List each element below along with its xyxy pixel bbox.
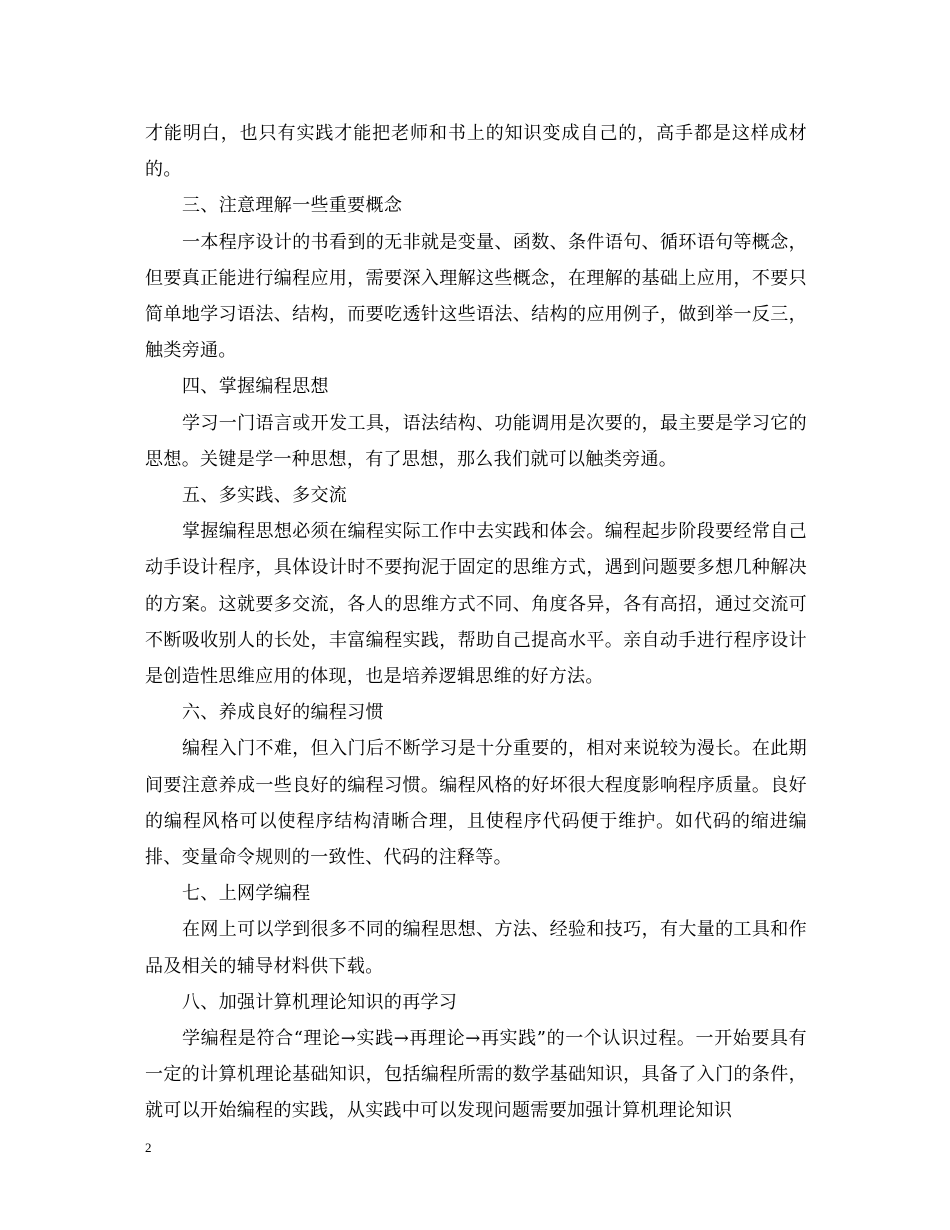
page-number: 2 (145, 1140, 152, 1155)
section-heading-4: 四、掌握编程思想 (182, 376, 329, 398)
paragraph-concepts: 一本程序设计的书看到的无非就是变量、函数、条件语句、循环语句等概念，但要真正能进行编程应用，需要深入理解这些概念，在理解的基础上应用，不要只简单地学习语法、结构，而要吃透针这些语法、结构的应用例子，做到举一反三，触类旁通。 (145, 231, 807, 362)
paragraph-thinking: 学习一门语言或开发工具，语法结构、功能调用是次要的，最主要是学习它的思想。关键是学一种思想，有了思想，那么我们就可以触类旁通。 (145, 412, 807, 470)
section-heading-7: 七、上网学编程 (182, 883, 311, 905)
paragraph-habits: 编程入门不难，但入门后不断学习是十分重要的，相对来说较为漫长。在此期间要注意养成一些良好的编程习惯。编程风格的好坏很大程度影响程序质量。良好的编程风格可以使程序结构清晰合理，且使程序代码便于维护。如代码的缩进编排、变量命令规则的一致性、代码的注释等。 (145, 738, 807, 869)
section-heading-3: 三、注意理解一些重要概念 (182, 195, 403, 217)
paragraph-online: 在网上可以学到很多不同的编程思想、方法、经验和技巧，有大量的工具和作品及相关的辅导材料供下载。 (145, 919, 807, 977)
paragraph-practice: 掌握编程思想必须在编程实际工作中去实践和体会。编程起步阶段要经常自己动手设计程序，具体设计时不要拘泥于固定的思维方式，遇到问题要多想几种解决的方案。这就要多交流，各人的思维方式不同、角度各异，各有高招，通过交流可不断吸收别人的长处，丰富编程实践，帮助自己提高水平。亲自动手进行程序设计是创造性思维应用的体现，也是培养逻辑思维的好方法。 (145, 521, 807, 688)
paragraph-theory: 学编程是符合“理论→实践→再理论→再实践”的一个认识过程。一开始要具有一定的计算机理论基础知识，包括编程所需的数学基础知识，具备了入门的条件，就可以开始编程的实践，从实践中可以发现问题需要加强计算机理论知识 (145, 1028, 807, 1122)
section-heading-5: 五、多实践、多交流 (182, 485, 348, 507)
paragraph-continued: 才能明白，也只有实践才能把老师和书上的知识变成自己的，高手都是这样成材的。 (145, 123, 807, 181)
document-body (145, 116, 807, 1130)
section-heading-6: 六、养成良好的编程习惯 (182, 702, 384, 724)
section-heading-8: 八、加强计算机理论知识的再学习 (182, 991, 458, 1013)
